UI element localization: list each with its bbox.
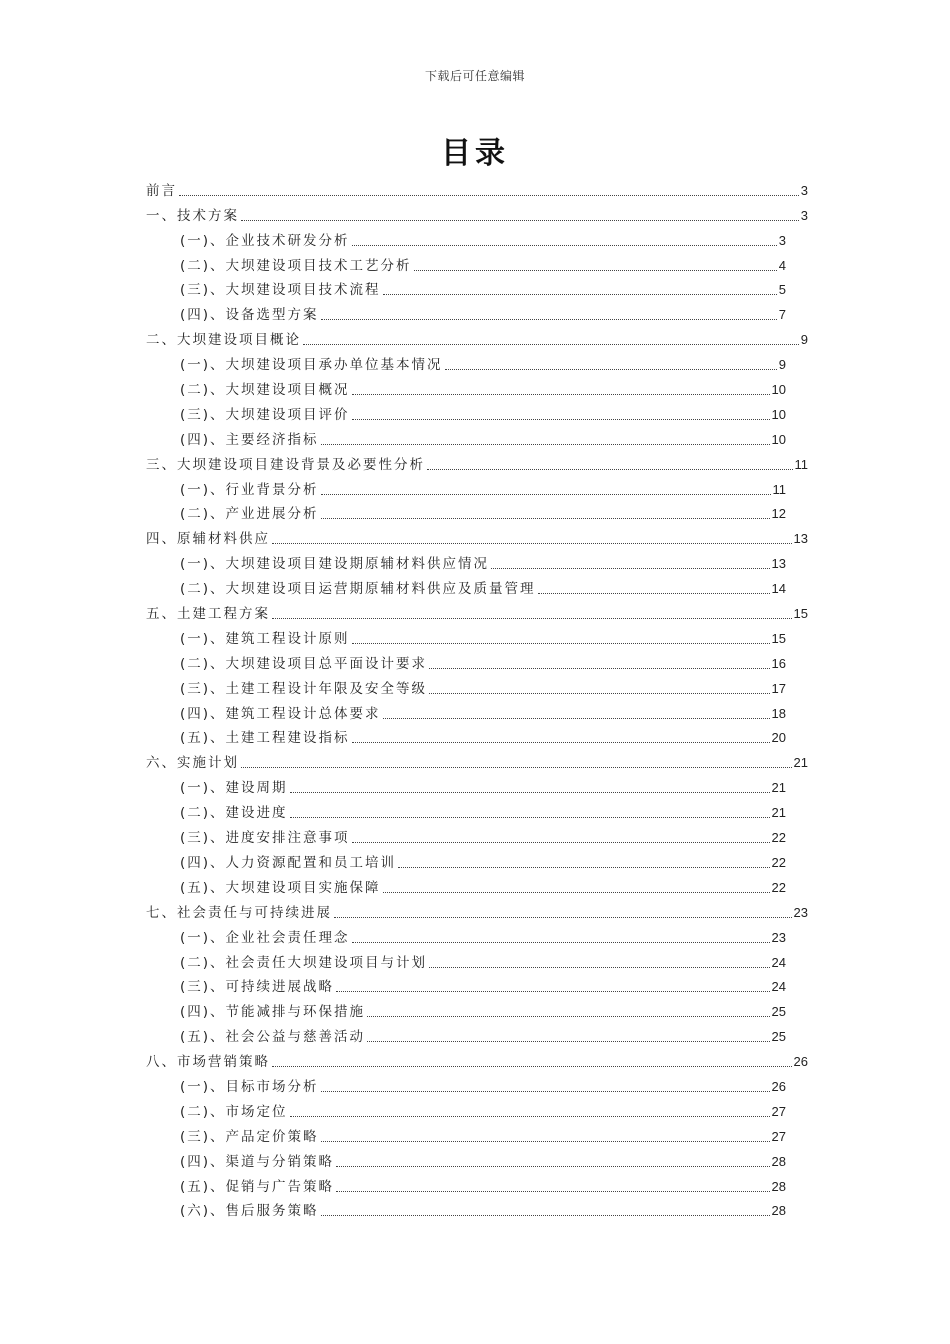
toc-dot-leader	[241, 767, 792, 768]
toc-entry-title: (五)、社会公益与慈善活动	[180, 1029, 366, 1046]
page-title: 目录	[441, 136, 509, 171]
toc-entry-title: (五)、促销与广告策略	[180, 1178, 335, 1195]
toc-section-entry[interactable]	[146, 1047, 808, 1072]
toc-subsection-entry[interactable]	[146, 300, 808, 325]
toc-section-entry[interactable]	[146, 176, 808, 201]
toc-entry-title: (四)、主要经济指标	[180, 431, 319, 448]
toc-page-number: 3	[800, 182, 808, 198]
toc-page-number: 12	[771, 506, 786, 522]
toc-page-number: 10	[771, 406, 786, 422]
toc-page-number: 13	[771, 556, 786, 572]
toc-section-entry[interactable]	[146, 599, 808, 624]
toc-entry-title: (一)、大坝建设项目承办单位基本情况	[180, 357, 443, 374]
toc-dot-leader	[445, 369, 777, 370]
toc-page-number: 18	[771, 705, 786, 721]
toc-entry-title: (一)、目标市场分析	[180, 1078, 319, 1095]
toc-dot-leader	[367, 1041, 769, 1042]
toc-subsection-entry[interactable]	[146, 425, 808, 450]
toc-dot-leader	[367, 1016, 769, 1017]
toc-subsection-entry[interactable]	[146, 674, 808, 699]
toc-page-number: 25	[771, 1004, 786, 1020]
toc-entry-title: 三、大坝建设项目建设背景及必要性分析	[146, 456, 425, 473]
toc-page-number: 21	[771, 780, 786, 796]
toc-entry-title: (四)、人力资源配置和员工培训	[180, 854, 397, 871]
toc-dot-leader	[414, 270, 777, 271]
toc-dot-leader	[321, 319, 777, 320]
toc-page-number: 23	[793, 904, 808, 920]
toc-dot-leader	[538, 593, 770, 594]
toc-page-number: 10	[771, 431, 786, 447]
toc-page-number: 9	[800, 332, 808, 348]
toc-entry-title: (二)、大坝建设项目运营期原辅材料供应及质量管理	[180, 581, 536, 598]
toc-section-entry[interactable]	[146, 748, 808, 773]
toc-dot-leader	[352, 842, 770, 843]
toc-entry-title: (三)、进度安排注意事项	[180, 830, 350, 847]
toc-subsection-entry[interactable]	[146, 873, 808, 898]
toc-page-number: 9	[778, 357, 786, 373]
toc-dot-leader	[303, 344, 799, 345]
toc-entry-title: (五)、土建工程建设指标	[180, 730, 350, 747]
toc-dot-leader	[336, 1191, 769, 1192]
toc-entry-title: (二)、大坝建设项目概况	[180, 382, 350, 399]
toc-section-entry[interactable]	[146, 898, 808, 923]
toc-subsection-entry[interactable]	[146, 649, 808, 674]
toc-subsection-entry[interactable]	[146, 823, 808, 848]
toc-page-number: 22	[771, 879, 786, 895]
toc-page-number: 11	[794, 456, 808, 472]
toc-page-number: 22	[771, 830, 786, 846]
toc-dot-leader	[352, 942, 770, 943]
toc-dot-leader	[383, 718, 770, 719]
toc-dot-leader	[429, 967, 769, 968]
toc-dot-leader	[321, 444, 770, 445]
toc-section-entry[interactable]	[146, 450, 808, 475]
toc-dot-leader	[383, 294, 777, 295]
toc-page-number: 10	[771, 382, 786, 398]
toc-dot-leader	[427, 469, 793, 470]
toc-page-number: 28	[771, 1153, 786, 1169]
toc-entry-title: (三)、土建工程设计年限及安全等级	[180, 680, 428, 697]
toc-page-number: 15	[793, 606, 808, 622]
toc-dot-leader	[491, 568, 769, 569]
toc-dot-leader	[334, 917, 792, 918]
toc-entry-title: (六)、售后服务策略	[180, 1203, 319, 1220]
toc-entry-title: (一)、企业社会责任理念	[180, 929, 350, 946]
toc-page-number: 7	[778, 307, 786, 323]
toc-page-number: 4	[778, 257, 786, 273]
toc-dot-leader	[429, 668, 769, 669]
toc-entry-title: 二、大坝建设项目概论	[146, 332, 301, 349]
toc-page-number: 17	[771, 680, 786, 696]
toc-subsection-entry[interactable]	[146, 1072, 808, 1097]
table-of-contents	[146, 176, 808, 1221]
toc-entry-title: (二)、大坝建设项目总平面设计要求	[180, 655, 428, 672]
toc-entry-title: (一)、大坝建设项目建设期原辅材料供应情况	[180, 556, 490, 573]
toc-page-number: 3	[778, 232, 786, 248]
toc-page-number: 27	[771, 1103, 786, 1119]
toc-dot-leader	[290, 792, 770, 793]
toc-entry-title: (二)、建设进度	[180, 805, 288, 822]
header-note: 下载后可任意编辑	[424, 69, 525, 83]
toc-subsection-entry[interactable]	[146, 226, 808, 251]
toc-dot-leader	[321, 1141, 770, 1142]
toc-entry-title: (一)、行业背景分析	[180, 481, 319, 498]
toc-subsection-entry[interactable]	[146, 1172, 808, 1197]
toc-dot-leader	[272, 543, 792, 544]
toc-subsection-entry[interactable]	[146, 1147, 808, 1172]
toc-dot-leader	[383, 892, 770, 893]
toc-subsection-entry[interactable]	[146, 624, 808, 649]
toc-entry-title: 八、市场营销策略	[146, 1054, 270, 1071]
toc-dot-leader	[241, 220, 799, 221]
toc-dot-leader	[321, 494, 771, 495]
toc-dot-leader	[352, 245, 777, 246]
toc-entry-title: (四)、设备选型方案	[180, 307, 319, 324]
toc-entry-title: (五)、大坝建设项目实施保障	[180, 879, 381, 896]
toc-subsection-entry[interactable]	[146, 375, 808, 400]
toc-section-entry[interactable]	[146, 524, 808, 549]
toc-page-number: 3	[800, 207, 808, 223]
toc-entry-title: 七、社会责任与可持续进展	[146, 904, 332, 921]
toc-dot-leader	[321, 1091, 770, 1092]
toc-dot-leader	[352, 394, 770, 395]
toc-dot-leader	[290, 817, 770, 818]
toc-entry-title: (一)、企业技术研发分析	[180, 232, 350, 249]
toc-dot-leader	[352, 419, 770, 420]
toc-subsection-entry[interactable]	[146, 923, 808, 948]
toc-page-number: 14	[771, 581, 786, 597]
toc-page-number: 13	[793, 531, 808, 547]
toc-page-number: 15	[771, 630, 786, 646]
toc-subsection-entry[interactable]	[146, 1022, 808, 1047]
toc-subsection-entry[interactable]	[146, 549, 808, 574]
toc-entry-title: (三)、可持续进展战略	[180, 979, 335, 996]
toc-page-number: 16	[771, 655, 786, 671]
toc-page-number: 24	[771, 979, 786, 995]
toc-dot-leader	[352, 643, 770, 644]
toc-dot-leader	[429, 693, 769, 694]
toc-entry-title: 五、土建工程方案	[146, 606, 270, 623]
toc-subsection-entry[interactable]	[146, 475, 808, 500]
toc-dot-leader	[336, 991, 769, 992]
toc-dot-leader	[321, 518, 770, 519]
toc-page-number: 21	[771, 805, 786, 821]
toc-dot-leader	[290, 1116, 770, 1117]
toc-subsection-entry[interactable]	[146, 948, 808, 973]
toc-entry-title: (二)、市场定位	[180, 1103, 288, 1120]
toc-page-number: 22	[771, 854, 786, 870]
toc-subsection-entry[interactable]	[146, 773, 808, 798]
toc-page-number: 5	[778, 282, 786, 298]
toc-entry-title: (三)、产品定价策略	[180, 1128, 319, 1145]
toc-page-number: 28	[771, 1203, 786, 1219]
toc-dot-leader	[272, 618, 792, 619]
toc-subsection-entry[interactable]	[146, 798, 808, 823]
toc-entry-title: (三)、大坝建设项目技术流程	[180, 282, 381, 299]
toc-entry-title: (二)、产业进展分析	[180, 506, 319, 523]
toc-dot-leader	[321, 1215, 770, 1216]
toc-entry-title: (四)、建筑工程设计总体要求	[180, 705, 381, 722]
toc-page-number: 20	[771, 730, 786, 746]
toc-entry-title: (四)、节能减排与环保措施	[180, 1004, 366, 1021]
toc-entry-title: (二)、大坝建设项目技术工艺分析	[180, 257, 412, 274]
toc-page-number: 28	[771, 1178, 786, 1194]
toc-page-number: 25	[771, 1029, 786, 1045]
toc-dot-leader	[352, 742, 770, 743]
toc-dot-leader	[179, 195, 799, 196]
toc-subsection-entry[interactable]	[146, 350, 808, 375]
toc-page-number: 21	[793, 755, 808, 771]
toc-dot-leader	[272, 1066, 792, 1067]
toc-page-number: 24	[771, 954, 786, 970]
toc-dot-leader	[398, 867, 769, 868]
toc-entry-title: 一、技术方案	[146, 207, 239, 224]
toc-subsection-entry[interactable]	[146, 997, 808, 1022]
toc-entry-title: (三)、大坝建设项目评价	[180, 406, 350, 423]
toc-entry-title: (一)、建筑工程设计原则	[180, 630, 350, 647]
toc-entry-title: (四)、渠道与分销策略	[180, 1153, 335, 1170]
toc-subsection-entry[interactable]	[146, 500, 808, 525]
toc-subsection-entry[interactable]	[146, 1097, 808, 1122]
toc-entry-title: 前言	[146, 182, 177, 199]
toc-entry-title: 六、实施计划	[146, 755, 239, 772]
toc-subsection-entry[interactable]	[146, 1197, 808, 1222]
toc-subsection-entry[interactable]	[146, 400, 808, 425]
toc-page-number: 23	[771, 929, 786, 945]
toc-subsection-entry[interactable]	[146, 276, 808, 301]
toc-entry-title: (二)、社会责任大坝建设项目与计划	[180, 954, 428, 971]
toc-page-number: 26	[793, 1054, 808, 1070]
toc-subsection-entry[interactable]	[146, 848, 808, 873]
toc-subsection-entry[interactable]	[146, 699, 808, 724]
toc-page-number: 27	[771, 1128, 786, 1144]
toc-section-entry[interactable]	[146, 201, 808, 226]
toc-subsection-entry[interactable]	[146, 251, 808, 276]
toc-subsection-entry[interactable]	[146, 1122, 808, 1147]
toc-entry-title: 四、原辅材料供应	[146, 531, 270, 548]
toc-page-number: 11	[772, 481, 786, 497]
toc-subsection-entry[interactable]	[146, 973, 808, 998]
toc-entry-title: (一)、建设周期	[180, 780, 288, 797]
toc-subsection-entry[interactable]	[146, 724, 808, 749]
toc-dot-leader	[336, 1166, 769, 1167]
toc-page-number: 26	[771, 1078, 786, 1094]
toc-subsection-entry[interactable]	[146, 574, 808, 599]
toc-section-entry[interactable]	[146, 325, 808, 350]
